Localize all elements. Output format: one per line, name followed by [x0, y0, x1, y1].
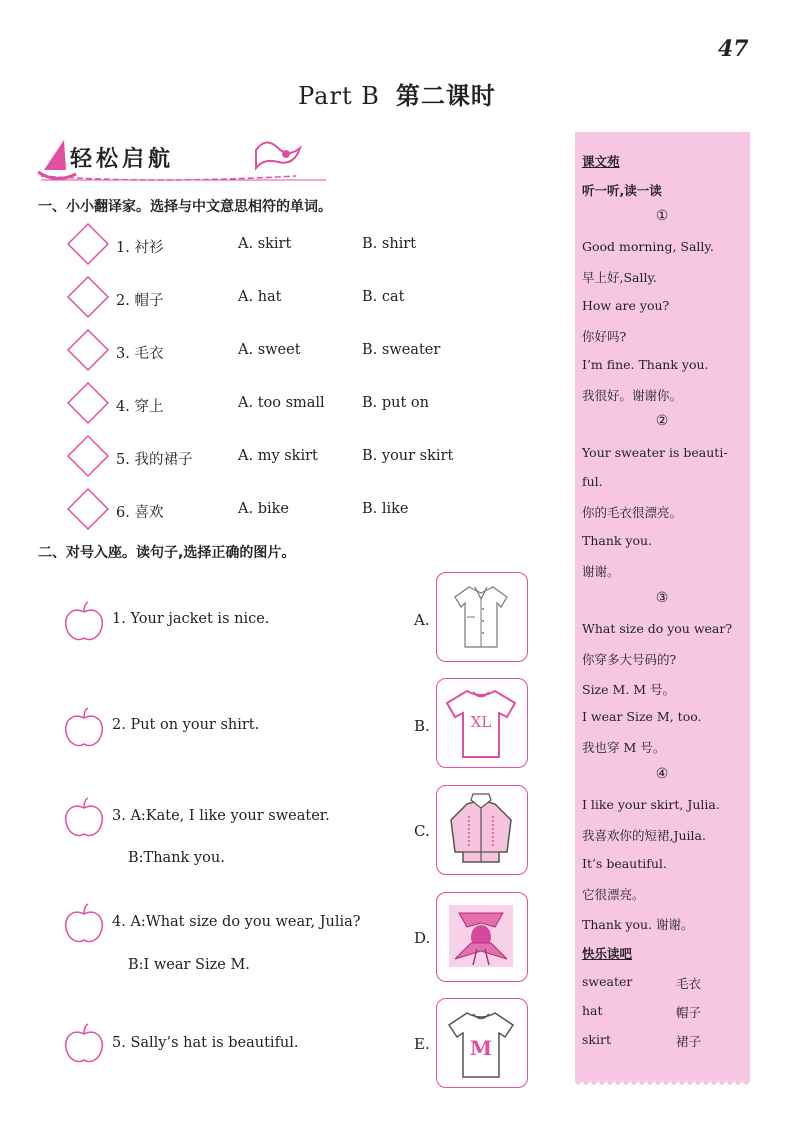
dialogue-line: ful.	[582, 474, 603, 489]
vocab-en: skirt	[582, 1032, 611, 1047]
dialogue-line: I’m fine. Thank you.	[582, 357, 709, 372]
dialogue-number: ④	[655, 766, 669, 782]
q1-option-b[interactable]: B. put on	[362, 395, 429, 411]
page-title	[0, 76, 794, 111]
vocab-en: sweater	[582, 974, 633, 989]
q2-sentence: 5. Sally’s hat is beautiful.	[112, 1035, 299, 1051]
section2-heading: 二、对号入座。读句子,选择正确的图片。	[38, 545, 296, 561]
option-d-picture[interactable]	[436, 892, 528, 982]
option-a-picture[interactable]	[436, 572, 528, 662]
page-number: 47	[718, 36, 749, 62]
kite-icon	[437, 893, 525, 979]
size-label: M	[469, 1036, 493, 1060]
option-letter: B.	[414, 717, 430, 735]
diamond-icon	[64, 485, 112, 533]
option-letter: D.	[414, 929, 431, 947]
jacket-icon	[437, 786, 525, 872]
dialogue-number: ①	[655, 208, 669, 224]
q2-sentence: 1. Your jacket is nice.	[112, 611, 270, 627]
tshirt-xl-icon	[437, 679, 525, 765]
apple-icon	[62, 706, 106, 750]
q1-option-a[interactable]: A. sweet	[238, 342, 301, 358]
dialogue-line: Size M. M 号。	[582, 682, 676, 697]
dialogue-line: Thank you. 谢谢。	[582, 917, 694, 932]
apple-icon	[62, 796, 106, 840]
dialogue-line: I like your skirt, Julia.	[582, 797, 720, 812]
tshirt-m-icon	[437, 999, 525, 1085]
dialogue-line: I wear Size M, too.	[582, 709, 702, 724]
option-e-picture[interactable]	[436, 998, 528, 1088]
sidebar-subheading: 听一听,读一读	[582, 183, 662, 198]
q1-option-b[interactable]: B. shirt	[362, 236, 417, 252]
option-letter: A.	[414, 611, 430, 629]
vocab-en: hat	[582, 1003, 603, 1018]
dialogue-line: 你的毛衣很漂亮。	[582, 505, 683, 520]
dialogue-number: ③	[655, 590, 669, 606]
diamond-icon	[64, 432, 112, 480]
diamond-icon	[64, 220, 112, 268]
q1-option-b[interactable]: B. your skirt	[362, 448, 454, 464]
sidebar-heading: 课文苑	[582, 154, 620, 169]
dialogue-line: 你穿多大号码的?	[582, 652, 677, 667]
dialogue-number: ②	[655, 413, 669, 429]
diamond-icon	[64, 379, 112, 427]
dialogue-line: Good morning, Sally.	[582, 239, 714, 254]
apple-icon	[62, 902, 106, 946]
dialogue-line: How are you?	[582, 298, 670, 313]
q1-option-a[interactable]: A. bike	[238, 501, 289, 517]
dialogue-line: Your sweater is beauti-	[582, 445, 728, 460]
vocab-cn: 裙子	[676, 1034, 702, 1049]
dialogue-line: Thank you.	[582, 533, 653, 548]
q1-option-b[interactable]: B. like	[362, 501, 409, 517]
dialogue-line: 我喜欢你的短裙,Juila.	[582, 828, 706, 843]
diamond-icon	[64, 273, 112, 321]
q2-reply: B:I wear Size M.	[128, 957, 250, 973]
apple-icon	[62, 600, 106, 644]
vocab-heading: 快乐读吧	[582, 946, 633, 961]
banner-title: 轻松启航	[70, 146, 175, 172]
q1-item-label: 1. 衬衫	[116, 240, 164, 256]
q1-option-a[interactable]: A. too small	[238, 395, 325, 411]
q1-item-label: 3. 毛衣	[116, 346, 164, 362]
option-c-picture[interactable]	[436, 785, 528, 875]
dialogue-line: 早上好,Sally.	[582, 270, 657, 285]
q2-sentence: 3. A:Kate, I like your sweater.	[112, 808, 330, 824]
sidebar-scallop	[575, 1077, 750, 1089]
q1-item-label: 6. 喜欢	[116, 505, 164, 521]
q1-option-a[interactable]: A. skirt	[238, 236, 292, 252]
q2-sentence: 2. Put on your shirt.	[112, 717, 260, 733]
page-title-en: Part B	[298, 82, 380, 110]
option-letter: C.	[414, 822, 430, 840]
q2-sentence: 4. A:What size do you wear, Julia?	[112, 914, 361, 930]
dialogue-line: 我很好。谢谢你。	[582, 388, 683, 403]
dialogue-line: It’s beautiful.	[582, 856, 667, 871]
size-label: XL	[470, 713, 492, 731]
q2-reply: B:Thank you.	[128, 850, 225, 866]
q1-item-label: 4. 穿上	[116, 399, 164, 415]
q1-item-label: 5. 我的裙子	[116, 452, 193, 468]
section1-heading: 一、小小翻译家。选择与中文意思相符的单词。	[38, 199, 332, 215]
q1-option-b[interactable]: B. sweater	[362, 342, 441, 358]
dialogue-line: 谢谢。	[582, 564, 620, 579]
dialogue-line: 你好吗?	[582, 329, 627, 344]
option-b-picture[interactable]	[436, 678, 528, 768]
diamond-icon	[64, 326, 112, 374]
q1-option-a[interactable]: A. hat	[238, 289, 282, 305]
q1-option-b[interactable]: B. cat	[362, 289, 405, 305]
vocab-cn: 毛衣	[676, 976, 702, 991]
q1-option-a[interactable]: A. my skirt	[238, 448, 318, 464]
page-title-cn: 第二课时	[395, 81, 496, 110]
q1-item-label: 2. 帽子	[116, 293, 164, 309]
dialogue-line: What size do you wear?	[582, 621, 733, 636]
dialogue-line: 我也穿 M 号。	[582, 740, 666, 755]
apple-icon	[62, 1022, 106, 1066]
dialogue-line: 它很漂亮。	[582, 887, 645, 902]
shirt-icon	[437, 573, 525, 659]
option-letter: E.	[414, 1035, 430, 1053]
vocab-cn: 帽子	[676, 1005, 702, 1020]
